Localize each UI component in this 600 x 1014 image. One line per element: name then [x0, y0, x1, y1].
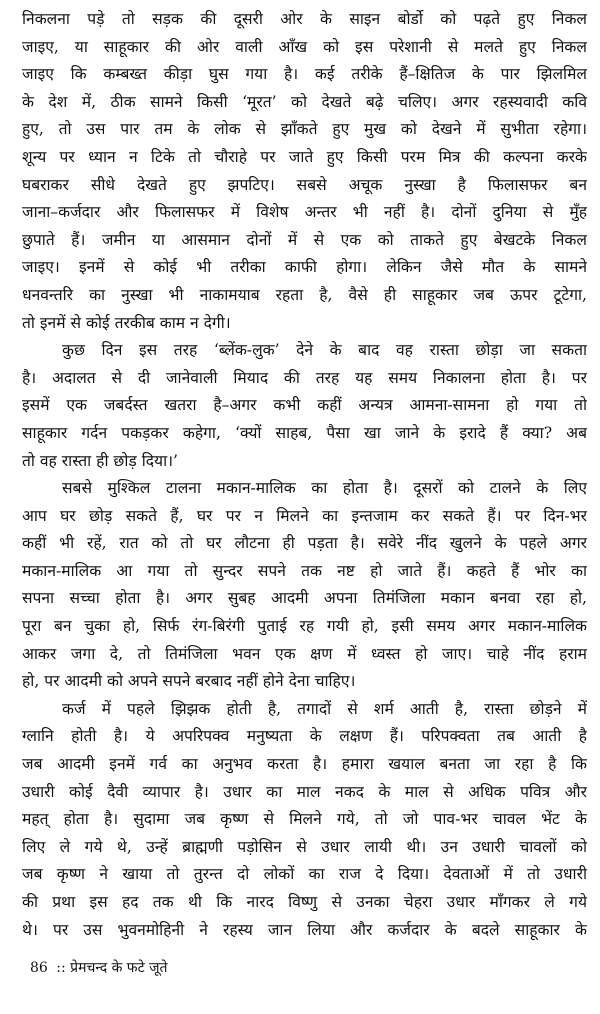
text-line: थे। पर उस भुवनमोहिनी ने रहस्य जान लिया और कर्जदार के बदले साहूकार के — [22, 920, 587, 939]
text-line: छुपाते हैं। जमीन या आसमान दोनों में से एक को ताकते हुए बेखटके निकल — [22, 230, 587, 249]
text-line: मकान-मालिक आ गया तो सुन्दर सपने तक नष्ट हो जाते हैं। कहते हैं भोर का — [22, 561, 587, 580]
text-line: जाना–कर्जदार और फिलासफर में विशेष अन्तर भी नहीं है। दोनों दुनिया से मुँह — [22, 203, 587, 222]
text-line: घबराकर सीधे देखते हुए झपटिए। सबसे अचूक नुस्खा है फिलासफर बन — [22, 175, 587, 194]
text-line: आप घर छोड़ सकते हैं, घर पर न मिलने का इन्तजाम कर सकते हैं। पर दिन-भर — [22, 506, 587, 525]
text-line: कर्ज में पहले झिझक होती है, तगादों से शर्म आती है, रास्ता छोड़ने में — [62, 699, 587, 718]
text-line: तो वह रास्ता ही छोड़ दिया।’ — [22, 451, 178, 470]
text-line: तो इनमें से कोई तरकीब काम न देगी। — [22, 313, 231, 332]
paragraph — [22, 475, 587, 696]
page-body-text — [22, 6, 587, 944]
text-line: कहीं भी रहें, रात को तो घर लौटना ही पड़ता है। सवेरे नींद खुलने के पहले अगर — [22, 534, 587, 553]
text-line: की प्रथा इस हद तक थी कि नारद विष्णु से उनका चेहरा उधार माँगकर ले गये — [22, 893, 587, 911]
footer-separator: :: — [56, 960, 66, 976]
paragraph — [22, 6, 587, 337]
text-line: जाइए, या साहूकार की ओर वाली आँख को इस परेशानी से मलते हुए निकल — [22, 37, 587, 56]
text-line: हो, पर आदमी को अपने सपने बरबाद नहीं होने देना चाहिए। — [22, 672, 356, 691]
text-line: सबसे मुश्किल टालना मकान-मालिक का होता है। दूसरों को टालने के लिए — [62, 479, 587, 498]
text-line: है। अदालत से दी जानेवाली मियाद की तरह यह समय निकालना होता है। पर — [22, 368, 587, 387]
paragraph — [22, 337, 587, 475]
text-line: ग्लानि होती है। ये अपरिपक्व मनुष्यता के लक्षण हैं। परिपक्वता तब आती है — [22, 727, 587, 746]
text-line: लिए ले गये थे, उन्हें ब्राह्मणी पड़ोसिन से उधार लायी थी। उन उधारी चावलों को — [22, 837, 587, 856]
text-line: धनवन्तरि का नुस्खा भी नाकामयाब रहता है, वैसे ही साहूकार जब ऊपर टूटेगा, — [22, 285, 587, 304]
text-line: शून्य पर ध्यान न टिके तो चौराहे पर जाते हुए किसी परम मित्र की कल्पना करके — [22, 147, 587, 166]
text-line: उधारी कोई दैवी व्यापार है। उधार का माल नकद के माल से अधिक पवित्र और — [22, 782, 587, 801]
text-line: जब आदमी इनमें गर्व का अनुभव करता है। हमारा खयाल बनता जा रहा है कि — [22, 755, 587, 774]
text-line: निकलना पड़े तो सड़क की दूसरी ओर के साइन बोर्डो को पढ़ते हुए निकल — [22, 10, 587, 28]
text-line: कुछ दिन इस तरह ‘ब्लेंक-लुक’ देने के बाद वह रास्ता छोड़ा जा सकता — [62, 341, 587, 360]
text-line: जाइए। इनमें से कोई भी तरीका काफी होगा। लेकिन जैसे मौत के सामने — [22, 258, 587, 277]
paragraph — [22, 696, 587, 944]
text-line: साहूकार गर्दन पकड़कर कहेगा, ‘क्यों साहब, पैसा खा जाने के इरादे हैं क्या? अब — [22, 423, 587, 442]
text-line: जाइए कि कम्बख्त कीड़ा घुस गया है। कई तरीके हैं–क्षितिज के पार झिलमिल — [22, 65, 587, 84]
text-line: महत् होता है। सुदामा जब कृष्ण से मिलने गये, तो जो पाव-भर चावल भेंट के — [22, 810, 587, 829]
page-footer — [30, 958, 167, 978]
page-number: 86 — [30, 960, 48, 976]
text-line: आकर जगा दे, तो तिमंजिला भवन एक क्षण में ध्वस्त हो जाए। चाहे नींद हराम — [22, 644, 587, 663]
book-title: प्रेमचन्द के फटे जूते — [70, 960, 168, 976]
text-line: के देश में, ठीक सामने किसी ‘मूरत’ को देखते बढ़े चलिए। अगर रहस्यवादी कवि — [22, 92, 587, 111]
text-line: इसमें एक जबर्दस्त खतरा है–अगर कभी कहीं अन्यत्र आमना-सामना हो गया तो — [22, 396, 587, 415]
text-line: हुए, तो उस पार तम के लोक से झाँकते हुए मुख को देखने में सुभीता रहेगा। — [22, 120, 587, 139]
text-line: पूरा बन चुका हो, सिर्फ रंग-बिरंगी पुताई रह गयी हो, इसी समय अगर मकान-मालिक — [22, 617, 587, 636]
text-line: जब कृष्ण ने खाया तो तुरन्त दो लोकों का राज दे दिया। देवताओं में तो उधारी — [22, 865, 587, 884]
text-line: सपना सच्चा होता है। अगर सुबह आदमी अपना तिमंजिला मकान बनवा रहा हो, — [22, 589, 587, 608]
